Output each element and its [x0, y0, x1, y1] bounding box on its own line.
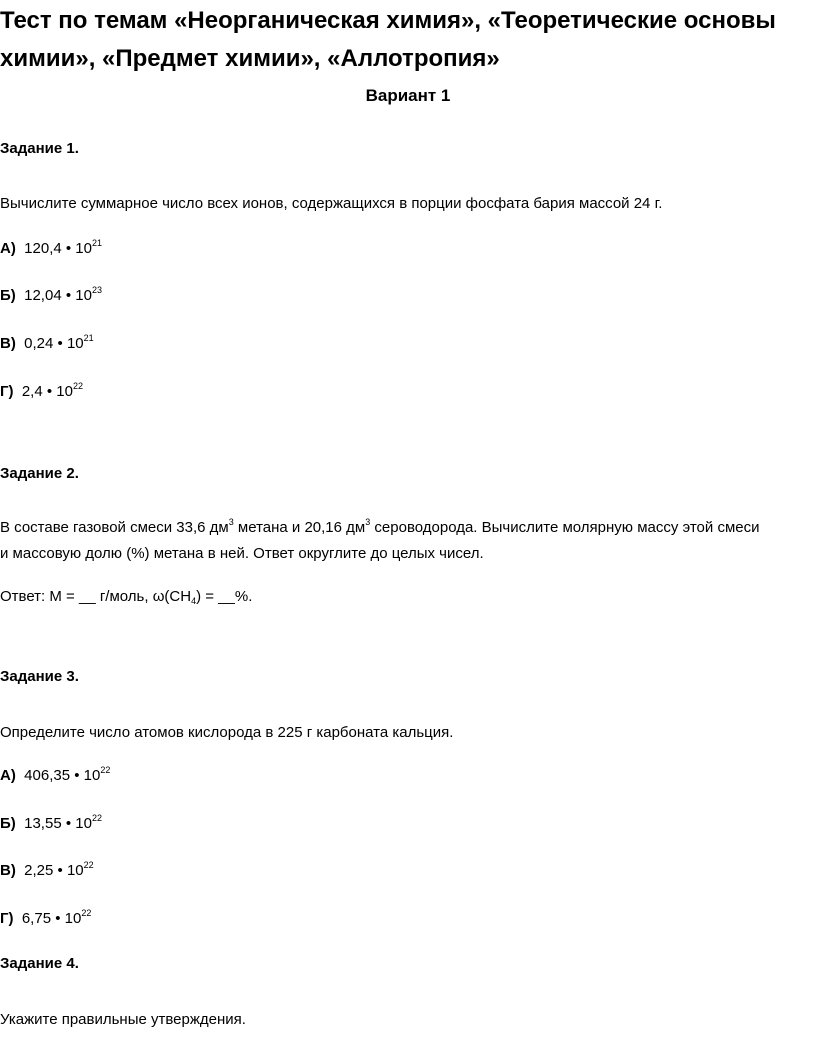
task1-option-a [0, 240, 102, 257]
task3-heading: Задание 3. [0, 668, 79, 685]
option-exponent: 22 [83, 860, 94, 870]
task2-heading: Задание 2. [0, 465, 79, 482]
task4-question: Укажите правильные утверждения. [0, 1011, 246, 1028]
task2-question-line2: и массовую долю (%) метана в ней. Ответ округлите до целых чисел. [0, 545, 484, 562]
option-value: 6,75 • 10 [21, 910, 82, 927]
formula-subscript: 4 [191, 596, 197, 606]
task3-option-a [0, 767, 110, 784]
option-value: 406,35 • 10 [24, 767, 101, 784]
option-exponent: 21 [91, 238, 102, 248]
task3-option-c [0, 862, 94, 879]
unit-exponent: 3 [365, 517, 371, 527]
option-exponent: 23 [91, 285, 102, 295]
text-fragment: сероводорода. Вычислите молярную массу этой смеси [370, 519, 760, 536]
option-letter: В) [0, 862, 16, 879]
option-letter: В) [0, 335, 16, 352]
option-value: 2,4 • 10 [21, 383, 73, 400]
option-letter: Б) [0, 815, 16, 832]
task3-option-d [0, 910, 91, 927]
option-value: 0,24 • 10 [24, 335, 84, 352]
text-fragment: В составе газовой смеси 33,6 дм [0, 519, 229, 536]
option-value: 13,55 • 10 [24, 815, 92, 832]
option-value: 120,4 • 10 [24, 240, 92, 257]
option-letter: Б) [0, 287, 16, 304]
option-exponent: 21 [83, 333, 94, 343]
task1-question: Вычислите суммарное число всех ионов, содержащихся в порции фосфата бария массой 24 г. [0, 195, 663, 212]
option-exponent: 22 [91, 813, 102, 823]
document-title: Тест по темам «Неорганическая химия», «Теоретические основы химии», «Предмет химии», «Аллотропия» [0, 7, 776, 72]
option-value: 12,04 • 10 [24, 287, 92, 304]
unit-exponent: 3 [228, 517, 234, 527]
option-letter: Г) [0, 383, 14, 400]
task2-answer-template [0, 588, 252, 605]
option-value: 2,25 • 10 [24, 862, 84, 879]
task1-option-d [0, 383, 83, 400]
variant-heading: Вариант 1 [365, 86, 451, 105]
task3-question: Определите число атомов кислорода в 225 г карбоната кальция. [0, 724, 454, 741]
option-exponent: 22 [100, 765, 111, 775]
option-letter: А) [0, 767, 16, 784]
task1-option-c [0, 335, 94, 352]
option-exponent: 22 [81, 908, 92, 918]
task2-question-line1 [0, 519, 759, 536]
option-letter: Г) [0, 910, 14, 927]
task1-heading: Задание 1. [0, 140, 79, 157]
text-fragment: метана и 20,16 дм [233, 519, 366, 536]
option-exponent: 22 [72, 381, 83, 391]
text-fragment: ) = __%. [196, 588, 253, 605]
option-letter: А) [0, 240, 16, 257]
task4-heading: Задание 4. [0, 955, 79, 972]
text-fragment: Ответ: М = __ г/моль, ω(CH [0, 588, 192, 605]
task3-option-b [0, 815, 102, 832]
task1-option-b [0, 287, 102, 304]
